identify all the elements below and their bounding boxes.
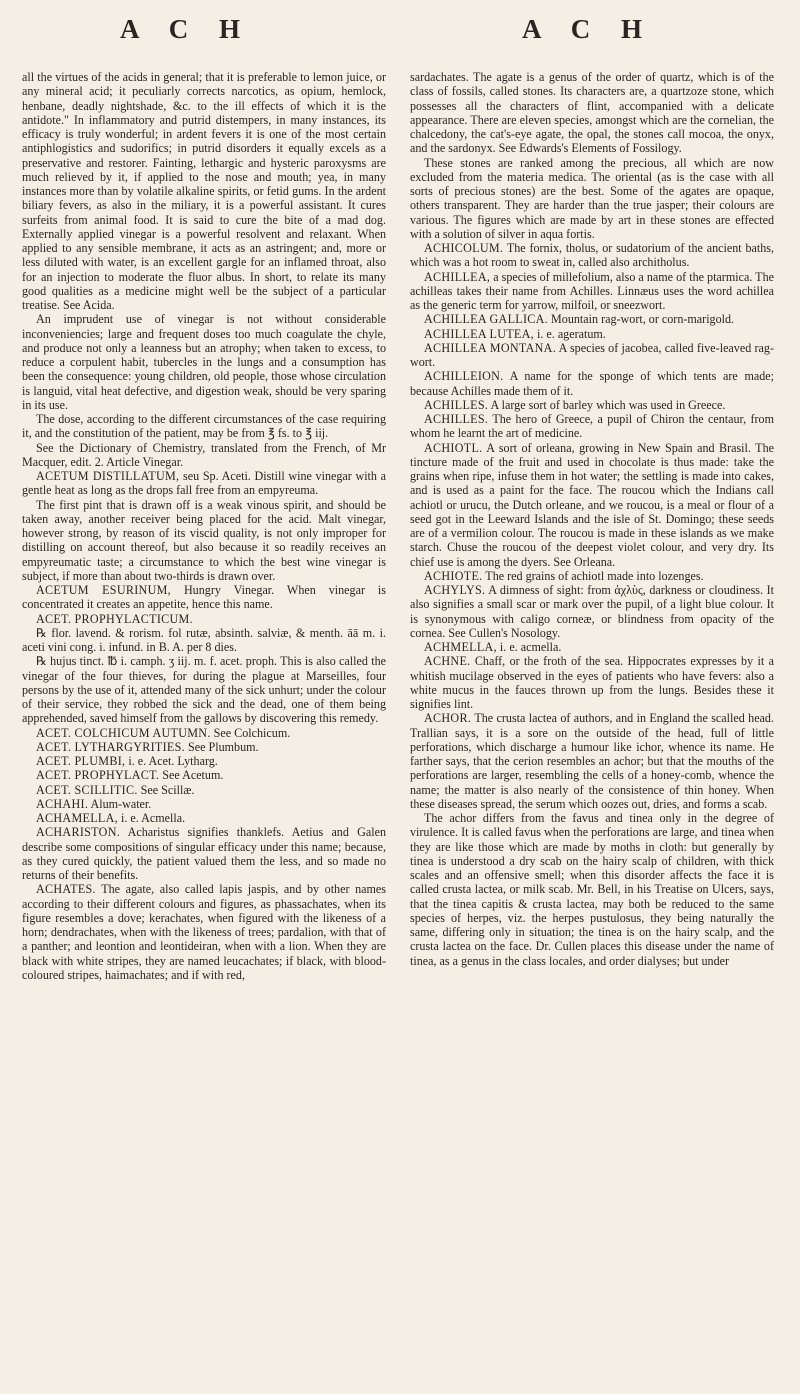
- dictionary-entry: [410, 654, 774, 711]
- dictionary-entry: [22, 469, 386, 498]
- dictionary-entry: [22, 797, 386, 811]
- dictionary-entry: [410, 569, 774, 583]
- entry-headword: ACHILLEA LUTEA,: [424, 326, 534, 341]
- entry-text: Alum-water.: [88, 796, 152, 811]
- entry-text: Acharistus signifies thanklefs. Aetius and Galen describe some compositions of singular efficacy under this name; because, as they cured quickly, the patient valued them the less, and so made no returns of their benefits.: [22, 825, 386, 882]
- dictionary-entry: [410, 398, 774, 412]
- entry-headword: ACHILLEION.: [424, 369, 504, 384]
- entry-headword: ACET. PROPHYLACT.: [36, 768, 160, 783]
- entry-text: Hungry Vinegar. When vinegar is concentrated it creates an appetite, hence this name.: [22, 583, 386, 612]
- dictionary-entry: [22, 740, 386, 754]
- entry-text: The first pint that is drawn off is a weak vinous spirit, and should be taken away, another receiver being placed for the acid. Malt vinegar, however strong, by reason of its viscid quality, is not only improper for distilling on account thereof, but also because it so readily receives an empyreumatic taste; a circumstance to which the best wine vinegar is subject, if more than about two-thirds is drawn over.: [22, 497, 386, 583]
- entry-text: See Colchicum.: [210, 725, 291, 740]
- entry-paragraph: [22, 441, 386, 470]
- entry-headword: ACHATES.: [36, 882, 96, 897]
- entry-paragraph: [22, 654, 386, 725]
- entry-text: The dose, according to the different circumstances of the case requiring it, and the constitution of the patient, may be from ℥ fs. to ℥ iij.: [22, 412, 386, 441]
- entry-headword: ACHILLEA GALLICA.: [424, 312, 549, 327]
- entry-text: The red grains of achiotl made into lozenges.: [482, 568, 704, 583]
- entry-text: The agate, also called lapis jaspis, and by other names according to their different colours and figures, as phassachates, when its figure resembles a dove; kerachates, when figured with the likeness of a horn; dendrachates, when with the likeness of trees; pardalion, with that of a panther; and leontion and leontideiran, when with a lion. When they are black with white stripes, they are named leucachates; if black, with blood-coloured stripes, haimachates; and if with red,: [22, 882, 386, 982]
- entry-headword: ACETUM ESURINUM,: [36, 583, 171, 597]
- dictionary-entry: [22, 726, 386, 740]
- dictionary-entry: [410, 341, 774, 370]
- entry-text: See Scillæ.: [137, 782, 195, 797]
- dictionary-entry: [22, 783, 386, 797]
- entry-headword: ACET. SCILLITIC.: [36, 782, 138, 797]
- dictionary-entry: [410, 241, 774, 270]
- entry-headword: ACHARISTON.: [36, 825, 121, 840]
- entry-text: See the Dictionary of Chemistry, translated from the French, of Mr Macquer, edit. 2. Article Vinegar.: [22, 440, 386, 469]
- dictionary-entry: [410, 583, 774, 640]
- dictionary-entry: [22, 811, 386, 825]
- entry-text: seu Sp. Aceti. Distill wine vinegar with a gentle heat as long as the drops fall free from an empyreuma.: [22, 469, 386, 498]
- dictionary-entry: [22, 612, 386, 626]
- entry-headword: ACHILLEA MONTANA.: [424, 340, 557, 355]
- entry-paragraph: [22, 312, 386, 412]
- dictionary-entry: [22, 825, 386, 882]
- entry-text: sardachates. The agate is a genus of the order of quartz, which is of the class of fossils, called stones. Its characters are, a quartzoze stone, which possesses all the characters of flint, accompanied with a delicate appearance. There are eleven species, amongst which are the cornelian, the chalcedony, the cat's-eye agate, the opal, the stones call mocoa, the onyx, and the sardonyx. See Edwards's Elements of Fossilogy.: [410, 70, 774, 156]
- entry-text: all the virtues of the acids in general; that it is preferable to lemon juice, or any mineral acid; it peculiarly corrects narcotics, as opium, hemlock, henbane, deadly nightshade, &c. to the ill effects of which it is the antidote." In inflammatory and putrid distempers, in many instances, its efficacy is truly wonderful; in ardent fevers it is one of the most certain antiphlogistics and sudorifics; in putrid disorders it equally excels as a preservative and restorer. Fainting, lethargic and hysteric paroxysms are much relieved by it, if applied to the nose and mouth; yea, in many instances more than by volatile alkaline spirits, or fetid gums. In the ardent biliary fevers, as also in the miliary, it is a powerful assistant. It cures surfeits from animal food. It is said to cure the bite of a mad dog. Externally applied vinegar is a powerful resolvent and relaxant. When applied to any sensible membrane, it acts as an astringent; and, more or less diluted with water, is an excellent gargle for an inflamed throat, also for an injection to moderate the fluor albus. In short, to relate its many good qualities as a medicine might well be the subject of a particular treatise. See Acida.: [22, 70, 386, 312]
- entry-text: An imprudent use of vinegar is not without considerable inconveniencies; large and frequent doses too much coagulate the chyle, and produce not only a leanness but an atrophy; when taken to excess, to reduce a corpulent habit, tubercles in the lungs and a consumption has been the consequence: young children, old people, those whose circulation is languid, vital heat defective, and digestion weak, should be very sparing in its use.: [22, 312, 386, 412]
- entry-headword: ACET. LYTHARGYRITIES.: [36, 739, 185, 754]
- entry-text: A large sort of barley which was used in Greece.: [488, 397, 726, 412]
- entry-text: A dimness of sight: from ἀχλὺς, darkness or cloudiness. It also signifies a small scar or mark over the pupil, of a light blue colour. It is synonymous with caligo corneæ, or blindness from opacity of the cornea. See Cullen's Nosology.: [410, 583, 774, 640]
- dictionary-entry: [410, 270, 774, 313]
- entry-headword: ACHILLES.: [424, 412, 489, 426]
- entry-text: A species of jacobea, called five-leaved rag-wort.: [410, 340, 775, 369]
- dictionary-entry: [22, 882, 386, 982]
- dictionary-entry: [410, 369, 774, 398]
- entry-text: A sort of orleana, growing in New Spain and Brasil. The tincture made of the fruit and used in chocolate is thus made: take the grains when ripe, infuse them in hot water; the settling is made into cakes, and is used as a paint for the face. The roucou which the Indians call achiotl or urucu, the Dutch orleane, and we roucou, is a meal or flour of a seed got in the Leeward Islands and the isle of St. Domingo; these seeds are of a vermilion colour. The roucou is made in these islands as we make starch. Chuse the roucou of the deepest violet colour, and very dry. Its chief use is among the dyers. See Orleana.: [410, 440, 774, 569]
- entry-headword: ACHOR.: [424, 711, 472, 726]
- entry-headword: ACHNE.: [424, 654, 471, 669]
- dictionary-entry: [410, 327, 774, 341]
- entry-text: See Plumbum.: [184, 739, 259, 754]
- entry-text: ℞ flor. lavend. & rorism. fol rutæ, absinth. salviæ, & menth. āā m. i. aceti vini cong. i. infund. in B. A. per 8 dies.: [22, 625, 386, 654]
- entry-text: See Acetum.: [159, 768, 224, 783]
- entry-paragraph: [410, 156, 774, 242]
- entry-text: The crusta lactea of authors, and in England the scalled head. Trallian says, it is a sore on the outside of the head, full of little perforations, which discharge a humour like ichor, whence its name. He farther says, that the cerion resembles an achor; but that the mouths of the perforations are larger, resembling the cells of a honey-comb, whence the name; the matter is also nearly of the consistence of thin honey. When these diseases spread, the serum which oozes out, dries, and forms a scab.: [410, 711, 774, 811]
- entry-paragraph: [22, 412, 386, 441]
- entry-headword: ACET. PLUMBI,: [36, 754, 126, 768]
- dictionary-entry: [22, 583, 386, 612]
- entry-paragraph: [410, 70, 774, 156]
- entry-headword: ACHAHI.: [36, 796, 89, 811]
- entry-headword: ACET. COLCHICUM AUTUMN.: [36, 725, 211, 740]
- dictionary-entry: [410, 711, 774, 811]
- entry-text: The hero of Greece, a pupil of Chiron the centaur, from whom he learnt the art of medicine.: [410, 412, 774, 441]
- entry-text: Chaff, or the froth of the sea. Hippocrates expresses by it a whitish mucilage observed in the eyes of patients who have fevers: also a white mucus in the fauces thrown up from the lungs. Besides these it signifies lint.: [410, 654, 774, 711]
- entry-text: Mountain rag-wort, or corn-marigold.: [548, 312, 735, 327]
- entry-headword: ACET. PROPHYLACTICUM.: [36, 611, 193, 626]
- entry-paragraph: [410, 811, 774, 968]
- entry-text: i. e. acmella.: [496, 640, 562, 654]
- entry-headword: ACETUM DISTILLATUM,: [36, 469, 180, 483]
- left-column: [22, 70, 386, 982]
- entry-text: a species of millefolium, also a name of the ptarmica. The achilleas takes their name from Achilles. Linnæus uses the word achillea as the generic term for yarrow, milfoil, or sneezwort.: [410, 269, 774, 312]
- entry-text: ℞ hujus tinct. ℔ i. camph. ʒ iij. m. f. acet. proph. This is also called the vinegar of the four thieves, for during the plague at Marseilles, four persons by the use of it, attended many of the sick unhurt; under the colour of their service, they robbed the sick and the dead, one of them being apprehended, saved himself from the gallows by discovering this remedy.: [22, 654, 386, 726]
- entry-text: i. e. ageratum.: [533, 326, 606, 341]
- entry-headword: ACHILLEA,: [424, 269, 491, 284]
- entry-text: i. e. Acmella.: [117, 811, 186, 825]
- dictionary-entry: [22, 754, 386, 768]
- dictionary-entry: [410, 312, 774, 326]
- entry-headword: ACHIOTL.: [424, 440, 483, 455]
- entry-text: The fornix, tholus, or sudatorium of the ancient baths, which was a hot room to sweat in, called also architholus.: [410, 241, 774, 270]
- entry-text: i. e. Acet. Lytharg.: [125, 754, 218, 768]
- running-head-left: A C H: [120, 14, 253, 44]
- entry-paragraph: [22, 498, 386, 584]
- entry-text: These stones are ranked among the precious, all which are now excluded from the materia medica. The oriental (as is the case with all sorts of precious stones) are the best. Some of the agates are opaque, others transparent. They are harder than the true jasper; their colours are various. The figures which are made by art in these stones are effected with a solution of silver in aqua fortis.: [410, 155, 774, 241]
- dictionary-entry: [22, 768, 386, 782]
- entry-text: A name for the sponge of which tents are made; because Achilles made them of it.: [410, 369, 774, 398]
- entry-paragraph: [22, 626, 386, 655]
- right-column: [410, 70, 774, 968]
- entry-headword: ACHMELLA,: [424, 640, 497, 654]
- dictionary-entry: [410, 640, 774, 654]
- entry-headword: ACHIOTE.: [424, 568, 483, 583]
- entry-headword: ACHICOLUM.: [424, 241, 504, 255]
- dictionary-entry: [410, 441, 774, 569]
- entry-paragraph: [22, 70, 386, 312]
- entry-headword: ACHILLES.: [424, 397, 489, 412]
- running-head-right: A C H: [522, 14, 655, 44]
- entry-headword: ACHYLYS.: [424, 583, 486, 597]
- entry-headword: ACHAMELLA,: [36, 811, 118, 825]
- dictionary-entry: [410, 412, 774, 441]
- entry-text: The achor differs from the favus and tinea only in the degree of virulence. It is called favus when the perforations are large, and tinea when they are like those which are made by moths in cloth: but generally by tinea is understood a dry scab on the hairy scalp of children, with thick scales and an offensive smell; when this disorder affects the face it is called crusta lactea, or milk scab. Mr. Bell, in his Treatise on Ulcers, says, that the tinea capitis & crusta lactea, may both be reduced to the same species of herpes, viz. the herpes pustulosus, they being naturally the same, differing only in situation; the tinea is on the hairy scalp, and the crusta lactea on the face. Dr. Cullen places this disease under the name of tinea, as a genus in the class locales, and order dialyses; but under: [410, 811, 774, 968]
